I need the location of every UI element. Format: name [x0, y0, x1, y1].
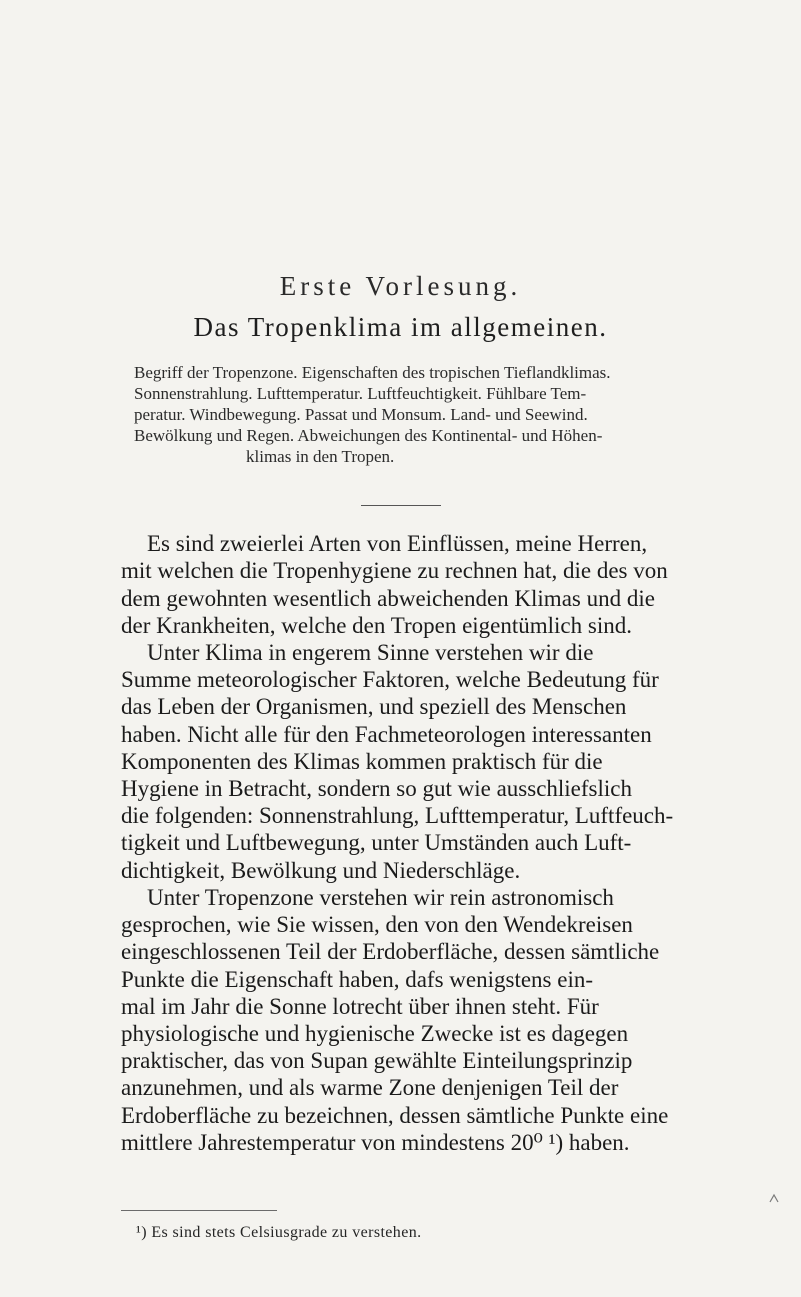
body-line: die folgenden: Sonnenstrahlung, Lufttemperatur, Luftfeuch- [121, 803, 674, 828]
footnote-rule [121, 1210, 277, 1211]
body-line: physiologische und hygienische Zwecke ist es dagegen [121, 1021, 629, 1046]
body-line: Unter Tropenzone verstehen wir rein astronomisch [147, 885, 614, 910]
body-line: das Leben der Organismen, und speziell des Menschen [121, 694, 627, 719]
summary-line: Sonnenstrahlung. Lufttemperatur. Luftfeuchtigkeit. Fühlbare Tem- [134, 384, 587, 403]
section-divider [361, 505, 441, 506]
body-line: mittlere Jahrestemperatur von mindestens 20⁰ ¹) haben. [121, 1130, 630, 1155]
body-line: Punkte die Eigenschaft haben, dafs wenigstens ein- [121, 967, 594, 992]
summary-line: peratur. Windbewegung. Passat und Monsum. Land- und Seewind. [134, 405, 588, 424]
body-line: Unter Klima in engerem Sinne verstehen wir die [147, 640, 594, 665]
body-line: gesprochen, wie Sie wissen, den von den Wendekreisen [121, 912, 633, 937]
body-line: Es sind zweierlei Arten von Einflüssen, meine Herren, [147, 531, 648, 556]
body-line: anzunehmen, und als warme Zone denjenigen Teil der [121, 1075, 619, 1100]
summary-line: klimas in den Tropen. [246, 447, 395, 466]
body-line: Hygiene in Betracht, sondern so gut wie ausschliefslich [121, 776, 632, 801]
body-line: Erdoberfläche zu bezeichnen, dessen sämtliche Punkte eine [121, 1103, 669, 1128]
body-line: eingeschlossenen Teil der Erdoberfläche, dessen sämtliche [121, 939, 660, 964]
body-line: der Krankheiten, welche den Tropen eigentümlich sind. [121, 613, 632, 638]
lecture-title: Erste Vorlesung. [279, 271, 522, 301]
body-line: tigkeit und Luftbewegung, unter Umständen auch Luft- [121, 830, 632, 855]
chapter-title: Das Tropenklima im allgemeinen. [193, 312, 608, 342]
body-line: dichtigkeit, Bewölkung und Niederschläge. [121, 858, 521, 883]
body-line: haben. Nicht alle für den Fachmeteorologen interessanten [121, 722, 652, 747]
body-line: praktischer, das von Supan gewählte Einteilungsprinzip [121, 1048, 633, 1073]
body-line: dem gewohnten wesentlich abweichenden Klimas und die [121, 586, 655, 611]
footnote: ¹) Es sind stets Celsiusgrade zu verstehen. [136, 1224, 422, 1241]
body-line: Summe meteorologischer Faktoren, welche Bedeutung für [121, 667, 659, 692]
body-line: mit welchen die Tropenhygiene zu rechnen hat, die des von [121, 558, 668, 583]
summary-line: Begriff der Tropenzone. Eigenschaften des tropischen Tieflandklimas. [134, 363, 611, 382]
margin-mark-icon [769, 1192, 779, 1206]
body-line: Komponenten des Klimas kommen praktisch für die [121, 749, 603, 774]
body-line: mal im Jahr die Sonne lotrecht über ihnen steht. Für [121, 994, 599, 1019]
summary-line: Bewölkung und Regen. Abweichungen des Kontinental- und Höhen- [134, 426, 603, 445]
